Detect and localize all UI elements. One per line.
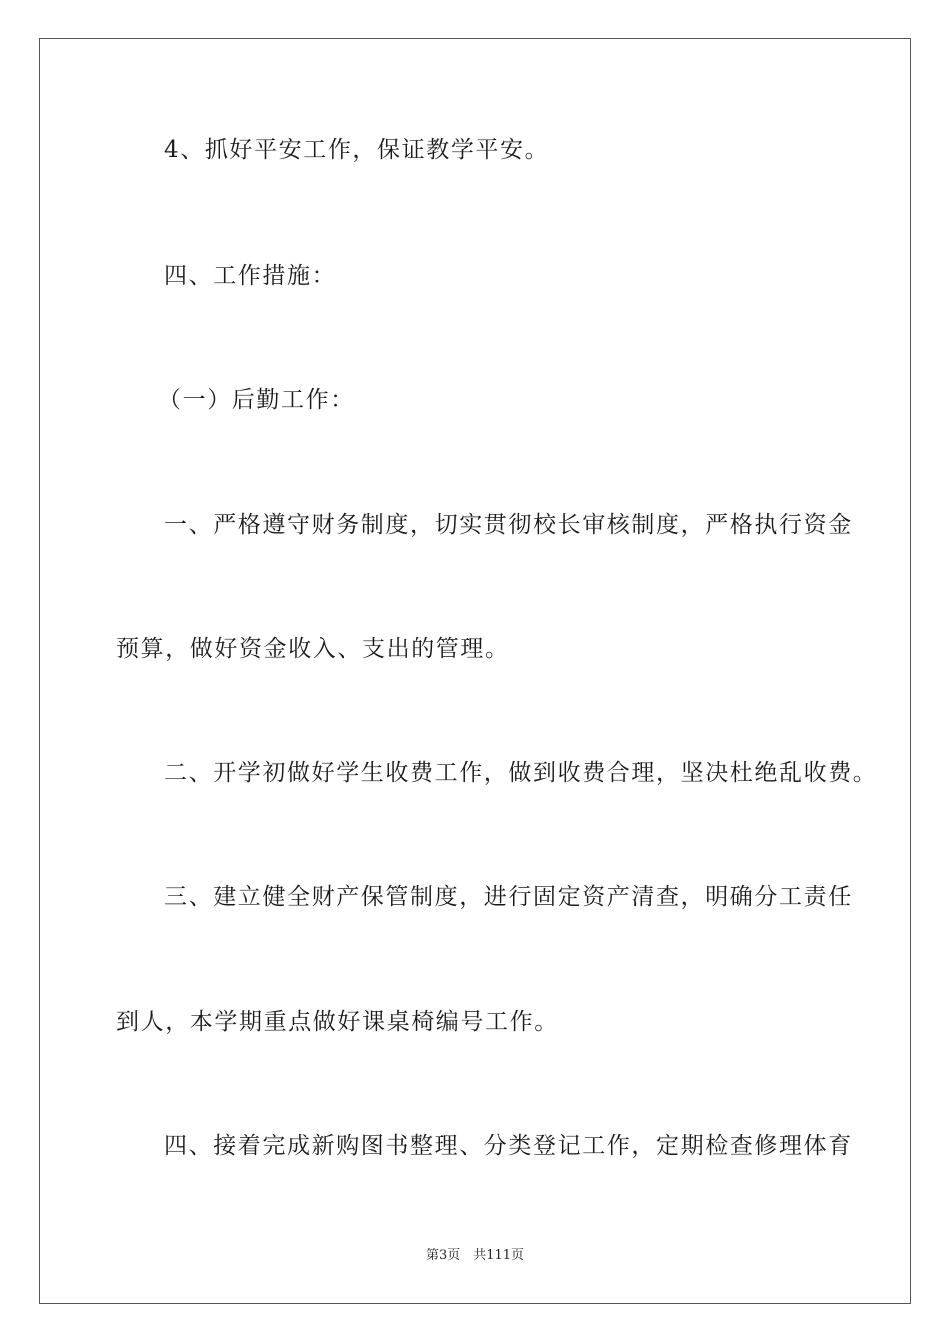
page-border bbox=[39, 38, 911, 1304]
section-heading-work-measures: 四、工作措施： bbox=[164, 263, 337, 289]
paragraph-line-assets-2: 到人，本学期重点做好课桌椅编号工作。 bbox=[116, 1009, 559, 1035]
paragraph-line-assets-1: 三、建立健全财产保管制度，进行固定资产清查，明确分工责任 bbox=[164, 884, 853, 910]
page-footer: 第3页 共111页 bbox=[425, 1248, 525, 1263]
paragraph-line-fees: 二、开学初做好学生收费工作，做到收费合理，坚决杜绝乱收费。 bbox=[164, 760, 878, 786]
subsection-heading-logistics: （一）后勤工作： bbox=[158, 387, 355, 413]
paragraph-line-books: 四、接着完成新购图书整理、分类登记工作，定期检查修理体育 bbox=[164, 1133, 853, 1159]
paragraph-line-1: 4、抓好平安工作，保证教学平安。 bbox=[164, 137, 550, 163]
paragraph-line-finance-2: 预算，做好资金收入、支出的管理。 bbox=[116, 636, 510, 662]
paragraph-line-finance-1: 一、严格遵守财务制度，切实贯彻校长审核制度，严格执行资金 bbox=[164, 512, 853, 538]
